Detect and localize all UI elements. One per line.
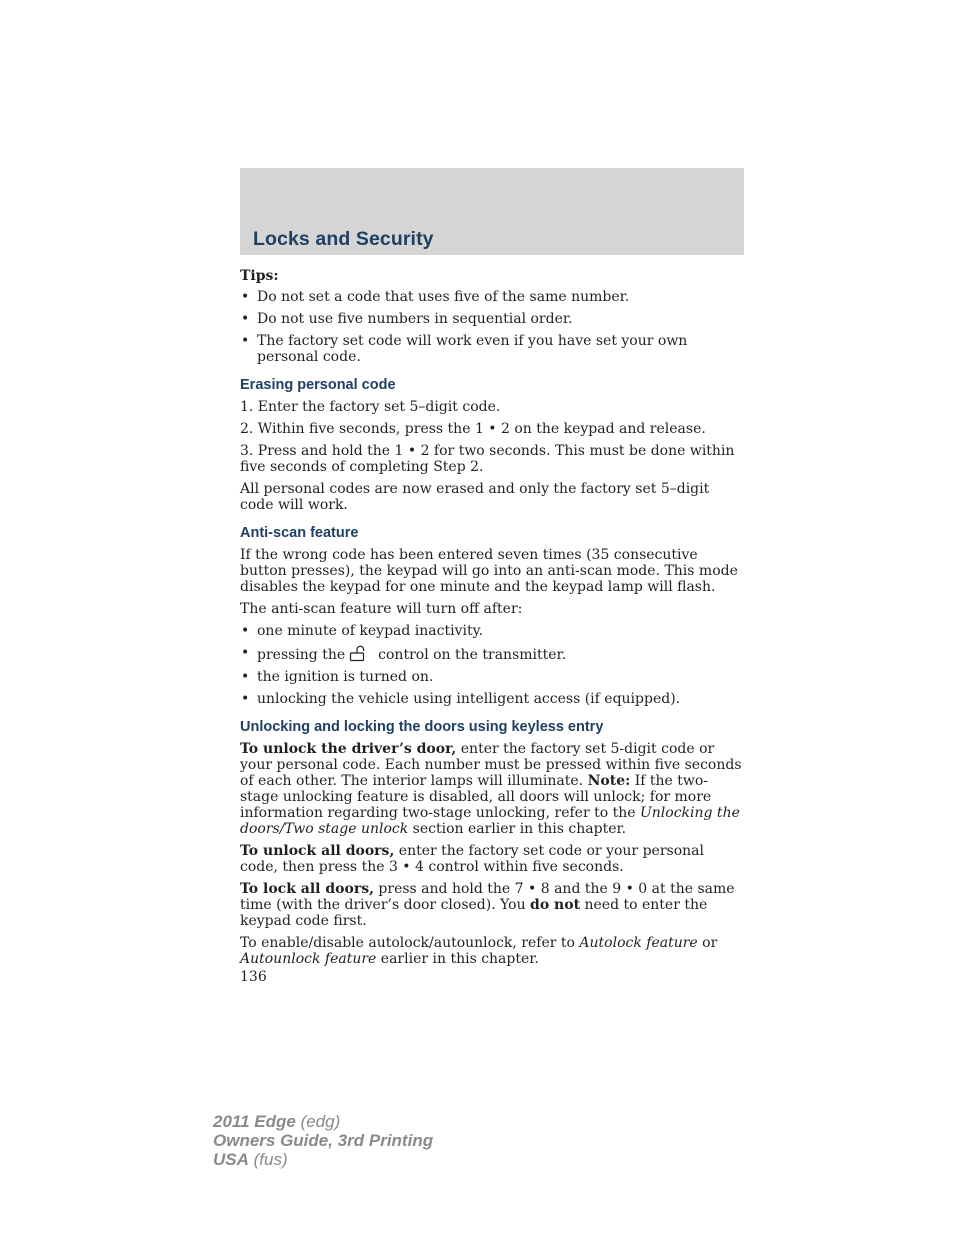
erasing-step: 1. Enter the factory set 5–digit code. (240, 399, 501, 415)
keyless-paragraph: To unlock the driver’s door, enter the factory set 5-digit code or your personal code. Each number must be pressed within five seconds of each other. The interior lamps will illuminate. Note: If the two-stage unlocking feature is disabled, all doors will unlock; for more information regarding two-stage unlocking, refer to the Unlocking the doors/Two stage unlock section earlier in this chapter. (240, 741, 742, 837)
erasing-step: 2. Within five seconds, press the 1 • 2 on the keypad and release. (240, 421, 706, 437)
keyless-paragraph: To lock all doors, press and hold the 7 • 8 and the 9 • 0 at the same time (with the driver’s door closed). You do not need to enter the keypad code first. (240, 881, 735, 929)
keyless-paragraph: To enable/disable autolock/autounlock, refer to Autolock feature or Autounlock feature earlier in this chapter. (240, 935, 718, 967)
erasing-step: 3. Press and hold the 1 • 2 for two seconds. This must be done within five seconds of completing Step 2. (240, 443, 735, 475)
antiscan-paragraph: If the wrong code has been entered seven times (35 consecutive button presses), the keypad will go into an anti-scan mode. This mode disables the keypad for one minute and the keypad lamp will flash. (240, 547, 738, 595)
footer-line: USA (fus) (213, 1150, 288, 1169)
list-item: • Do not set a code that uses five of the same number. (241, 289, 630, 305)
list-item: • pressing the control on the transmitter. (241, 645, 567, 663)
keyless-paragraph: To unlock all doors, enter the factory set code or your personal code, then press the 3 • 4 control within five seconds. (240, 843, 704, 875)
antiscan-intro: The anti-scan feature will turn off after: (240, 601, 523, 617)
list-item: • unlocking the vehicle using intelligent access (if equipped). (241, 691, 681, 707)
erasing-heading: Erasing personal code (240, 377, 396, 393)
section-title: Locks and Security (253, 228, 434, 250)
list-item: • one minute of keypad inactivity. (241, 623, 484, 639)
page-content (240, 268, 744, 991)
footer (213, 1112, 433, 1169)
tips-label: Tips: (240, 268, 279, 284)
unlock-icon (349, 645, 366, 662)
list-item: • The factory set code will work even if you have set your own personal code. (241, 333, 688, 365)
page-number: 136 (240, 969, 267, 985)
list-item: • the ignition is turned on. (241, 669, 434, 685)
tips-list (240, 289, 744, 365)
keyless-heading: Unlocking and locking the doors using keyless entry (240, 719, 604, 735)
section-header-bar (240, 168, 744, 255)
antiscan-heading: Anti-scan feature (240, 525, 359, 541)
erasing-note: All personal codes are now erased and only the factory set 5–digit code will work. (240, 481, 710, 513)
footer-line: Owners Guide, 3rd Printing (213, 1131, 434, 1150)
list-item: • Do not use five numbers in sequential order. (241, 311, 573, 327)
footer-line: 2011 Edge (edg) (213, 1112, 341, 1131)
antiscan-list (240, 623, 744, 707)
